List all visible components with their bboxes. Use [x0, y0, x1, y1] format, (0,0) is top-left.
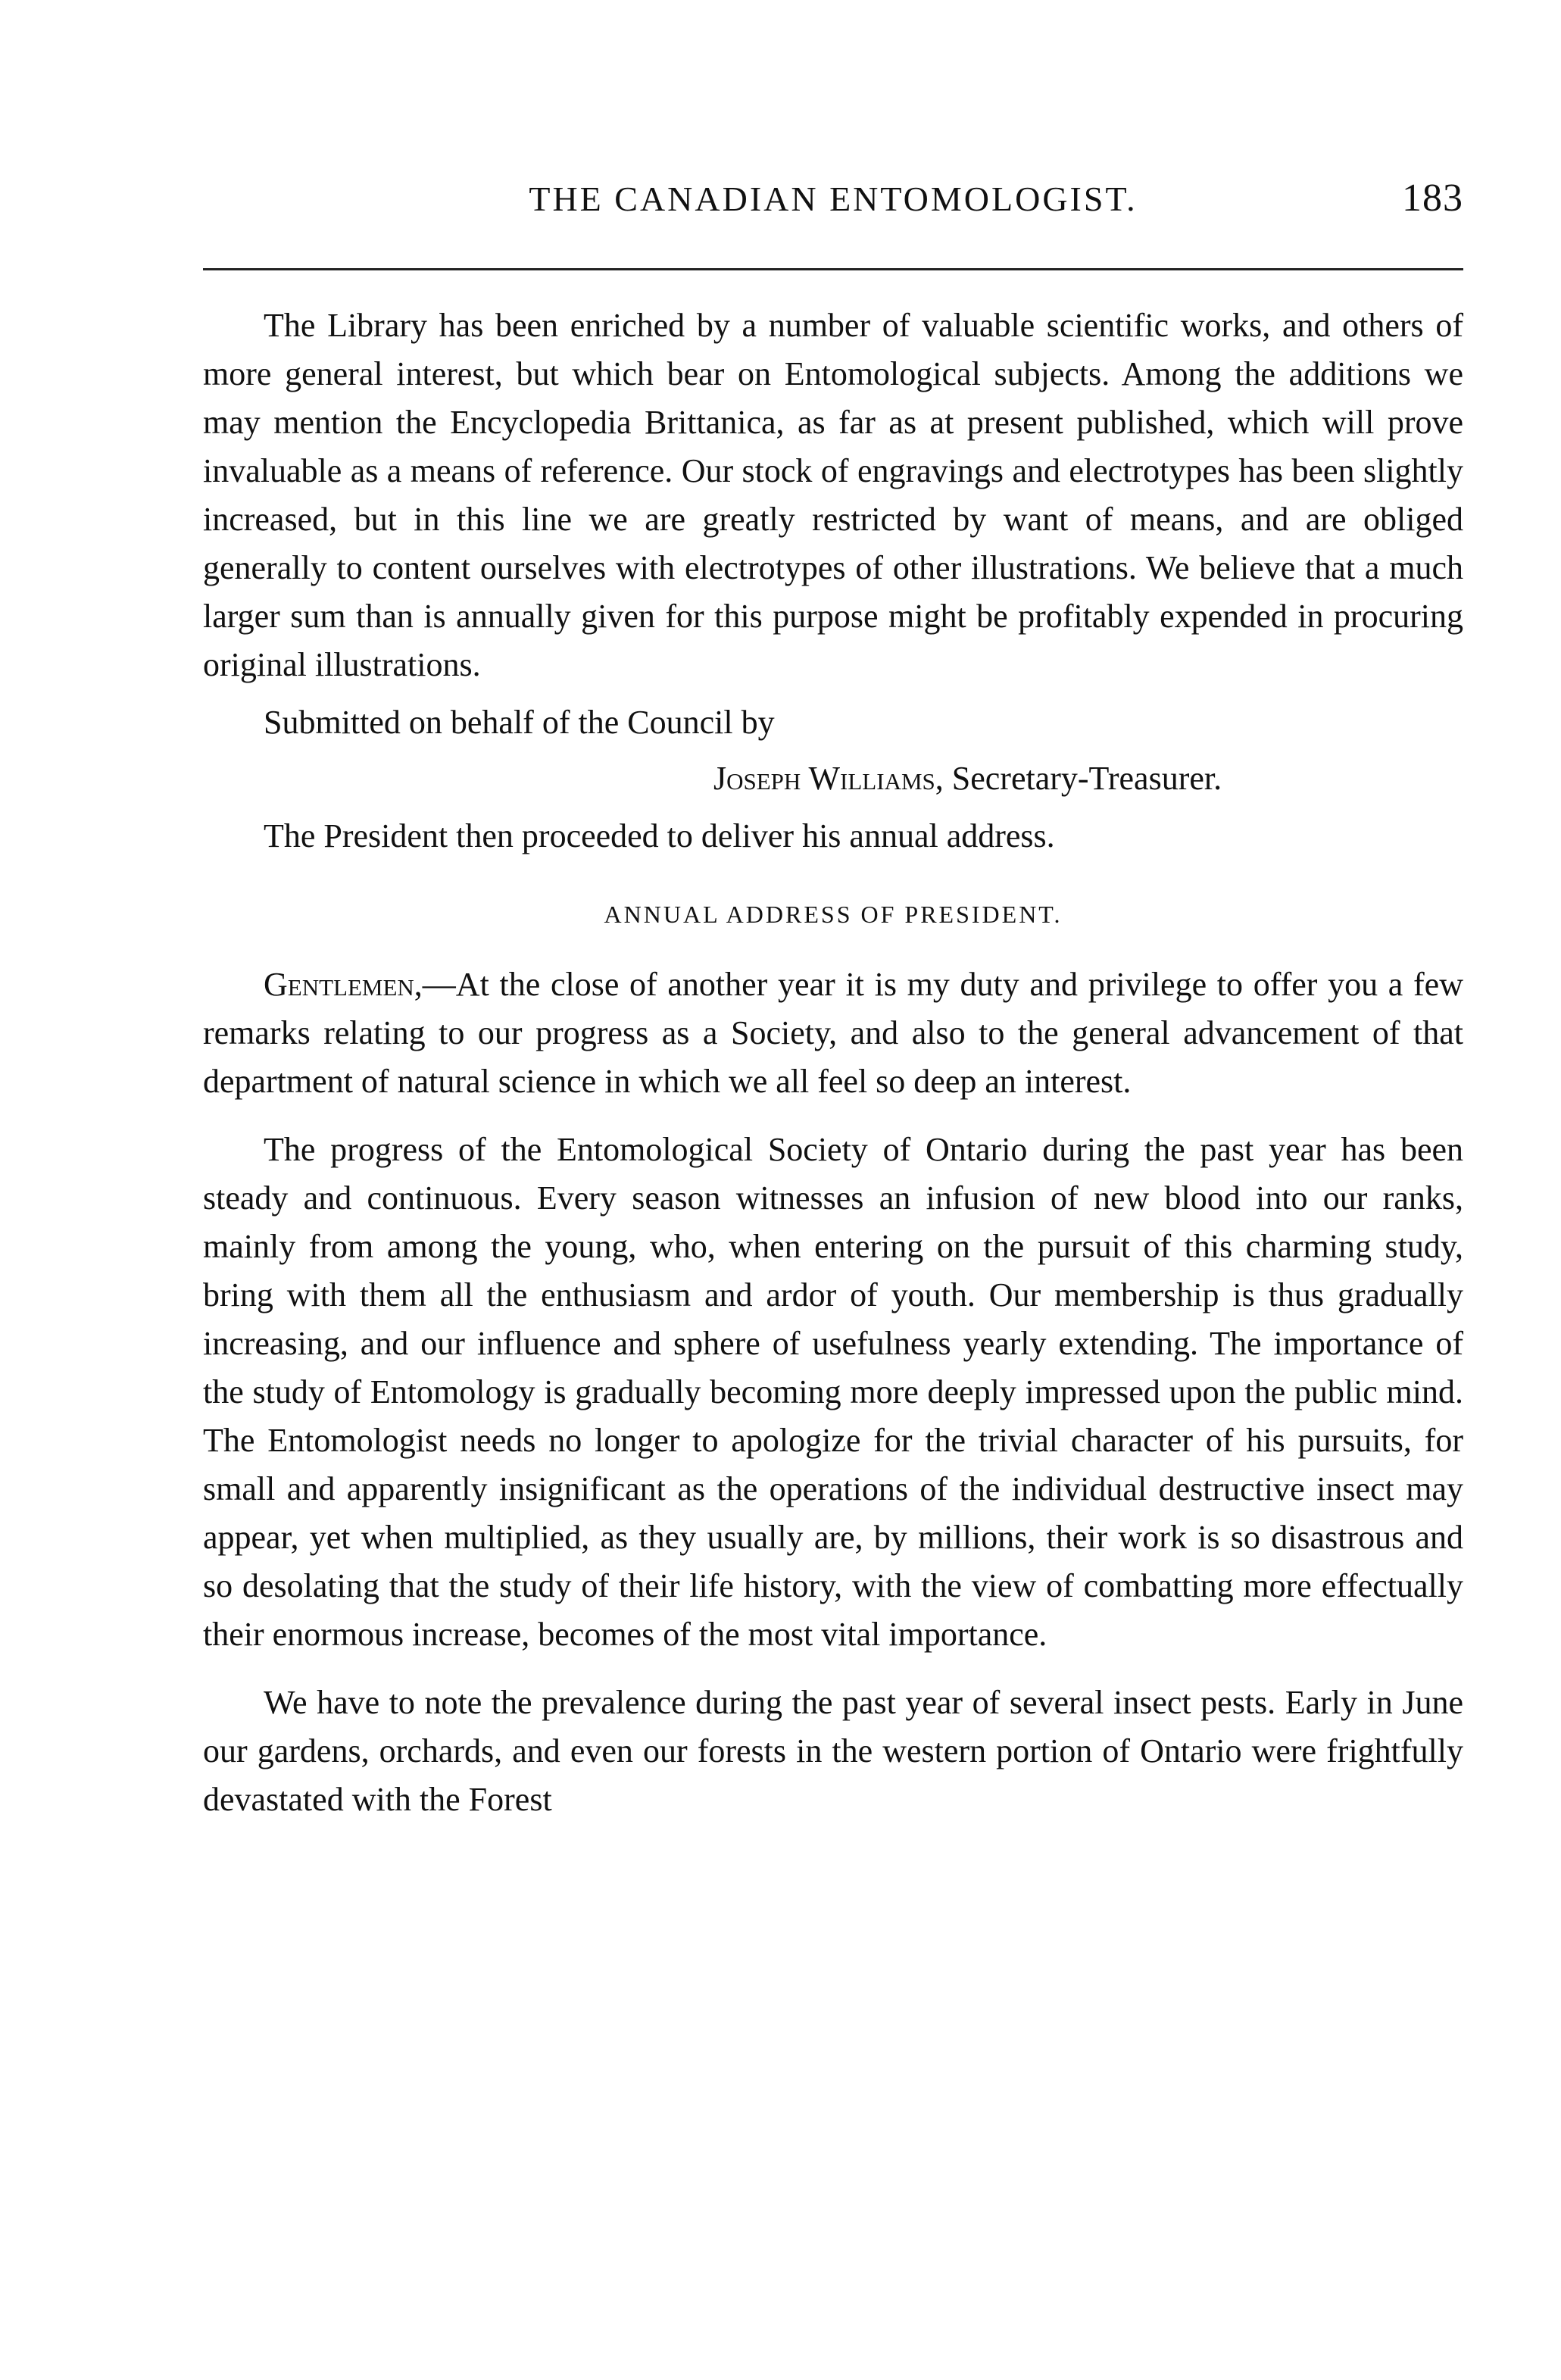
salutation: Gentlemen: [264, 966, 414, 1003]
page-number: 183: [1402, 176, 1463, 220]
section-heading: ANNUAL ADDRESS OF PRESIDENT.: [604, 901, 1063, 928]
president-line: The President then proceeded to deliver his annual address.: [264, 817, 1055, 854]
library-paragraph: The Library has been enriched by a number of valuable scientific works, and others of more general interest, but which bear on Entomological subjects. Among the additions we may mention the Encyclopedia Brittanica, as far as at present published, which will prove invaluable as a means of reference. Our stock of engravings and electrotypes has been slightly increased, but in this line we are greatly restricted by want of means, and are obliged generally to content ourselves with electrotypes of other illustrations. We believe that a much larger sum than is annually given for this purpose might be profitably expended in procuring original illustrations.: [203, 307, 1463, 683]
signature-title: , Secretary-Treasurer.: [935, 760, 1222, 797]
address-paragraph-1: [203, 960, 1463, 1106]
signature-name: Joseph Williams: [713, 760, 935, 797]
address-paragraph-1-text: ,—At the close of another year it is my duty and privilege to offer you a few remarks relating to our progress as a Society, and also to the general advancement of that department of natural science in which we all feel so deep an interest.: [203, 966, 1463, 1100]
body-text: [203, 301, 1463, 1824]
address-paragraph-3: We have to note the prevalence during the past year of several insect pests. Early in June our gardens, orchards, and even our forests in the western portion of Ontario were frightfully devastated with the Forest: [203, 1684, 1463, 1818]
running-title: THE CANADIAN ENTOMOLOGIST.: [529, 180, 1138, 218]
header-rule: [203, 268, 1463, 270]
submitted-line: Submitted on behalf of the Council by: [264, 704, 775, 741]
running-head: [203, 176, 1463, 232]
address-paragraph-2: The progress of the Entomological Society of Ontario during the past year has been steady and continuous. Every season witnesses an infusion of new blood into our ranks, mainly from among the young, who, when entering on the pursuit of this charming study, bring with them all the enthusiasm and ardor of youth. Our membership is thus gradually increasing, and our influence and sphere of usefulness yearly extending. The importance of the study of Entomology is gradually becoming more deeply impressed upon the public mind. The Entomologist needs no longer to apologize for the trivial character of his pursuits, for small and apparently insignificant as the operations of the individual destructive insect may appear, yet when multiplied, as they usually are, by millions, their work is so disastrous and so desolating that the study of their life history, with the view of combatting more effectually their enormous increase, becomes of the most vital importance.: [203, 1131, 1463, 1653]
signature: [203, 754, 1463, 803]
